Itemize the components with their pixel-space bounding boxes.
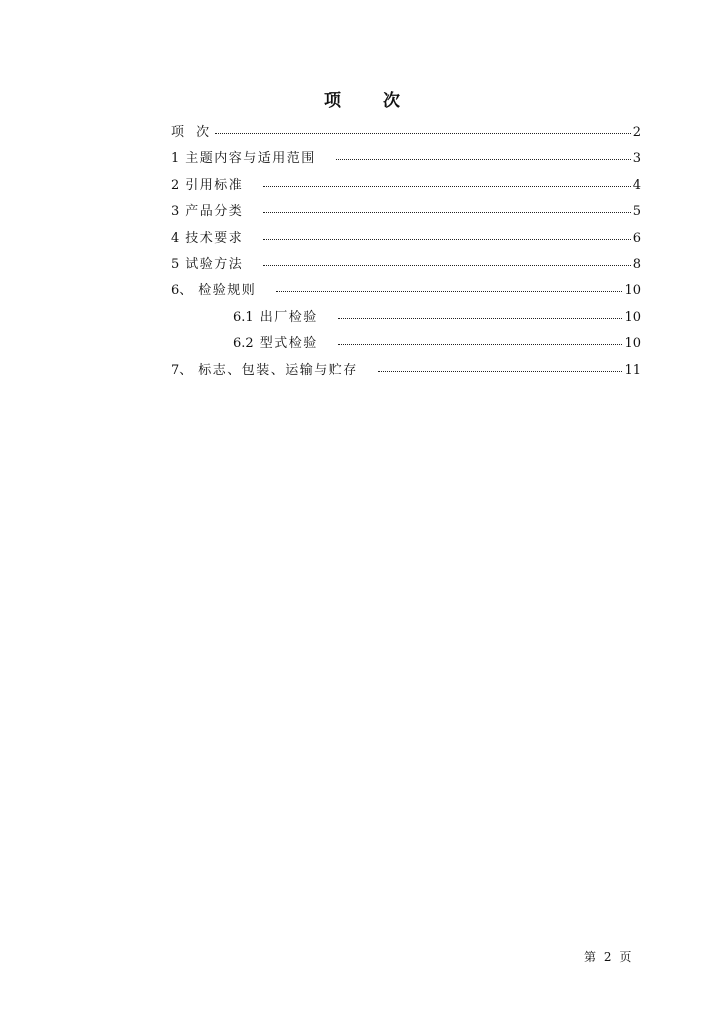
toc-entry-title: 引用标准 (185, 177, 244, 193)
toc-entry-title: 项 次 (171, 125, 214, 140)
toc-entry-page-number: 2 (632, 125, 641, 140)
toc-dot-leader (215, 131, 631, 134)
toc-entry-number: 3 (171, 204, 180, 220)
toc-entry-page-number: 8 (632, 256, 641, 272)
toc-entry[interactable] (171, 177, 641, 203)
toc-entry-page-number: 6 (632, 230, 641, 246)
toc-entry[interactable] (171, 203, 641, 229)
toc-entry-title: 产品分类 (185, 204, 244, 220)
toc-dot-leader (338, 342, 623, 345)
toc-entry-page-number: 11 (624, 362, 641, 378)
toc-entry-title: 主题内容与适用范围 (185, 151, 316, 167)
toc-dot-leader (263, 263, 630, 266)
footer-prefix: 第 (584, 950, 597, 964)
toc-dot-leader (263, 184, 630, 187)
toc-entry-page-number: 4 (632, 177, 641, 193)
toc-entry-title: 技术要求 (185, 230, 244, 246)
toc-entry-number: 6.2 (233, 336, 254, 352)
toc-entry-number: 6、 (171, 283, 193, 299)
toc-entry-page-number: 3 (632, 151, 641, 167)
toc-entry[interactable] (171, 256, 641, 282)
toc-entry-title: 型式检验 (259, 336, 318, 352)
toc-entry-page-number: 10 (624, 283, 641, 299)
toc-entry[interactable] (171, 282, 641, 308)
toc-entry[interactable] (171, 150, 641, 176)
toc-dot-leader (263, 210, 630, 213)
toc-entry-page-number: 5 (632, 204, 641, 220)
footer-page-number: 2 (603, 950, 612, 964)
toc-entry-title: 检验规则 (198, 283, 257, 299)
toc-dot-leader (336, 157, 631, 160)
toc-entry-number: 2 (171, 177, 180, 193)
toc-dot-leader (276, 289, 622, 292)
toc-dot-leader (338, 316, 623, 319)
toc-entry[interactable] (171, 309, 641, 335)
page-footer (584, 948, 635, 965)
toc-entry-title: 试验方法 (185, 256, 244, 272)
toc-entry-number: 5 (171, 256, 180, 272)
toc-entry-number: 1 (171, 151, 180, 167)
toc-dot-leader (378, 369, 623, 372)
toc-entry[interactable] (171, 362, 641, 388)
toc-entry-page-number: 10 (624, 309, 641, 325)
toc-entry[interactable] (171, 124, 641, 150)
toc-dot-leader (263, 237, 630, 240)
toc-list (171, 124, 641, 388)
toc-entry-page-number: 10 (624, 336, 641, 352)
toc-entry-title: 出厂检验 (259, 309, 318, 325)
toc-entry-number: 4 (171, 230, 180, 246)
toc-title: 项 次 (324, 91, 418, 111)
footer-suffix: 页 (619, 950, 632, 964)
toc-entry-number: 7、 (171, 362, 193, 378)
toc-entry-title: 标志、包装、运输与贮存 (198, 362, 358, 378)
toc-entry-number: 6.1 (233, 309, 254, 325)
toc-entry[interactable] (171, 230, 641, 256)
toc-entry[interactable] (171, 335, 641, 361)
